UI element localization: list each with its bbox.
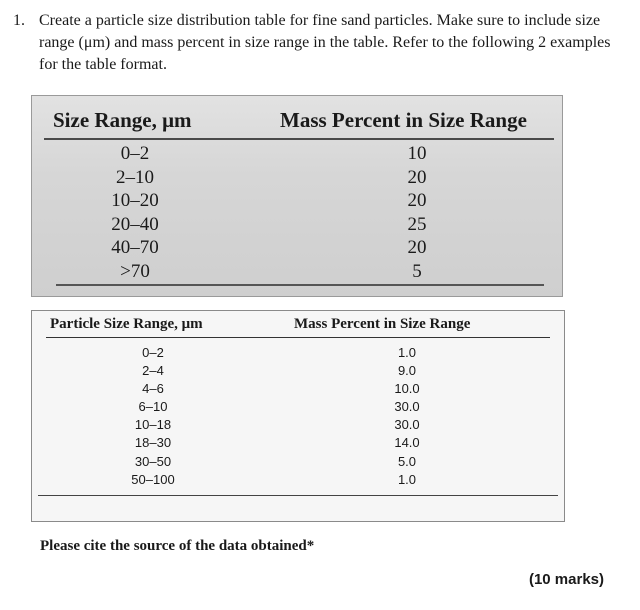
table-row <box>32 260 562 284</box>
size-range-cell: 0–2 <box>120 143 150 164</box>
example-table-1 <box>31 95 563 297</box>
mass-percent-cell: 20 <box>407 166 427 188</box>
question-number: 1. <box>13 12 25 29</box>
size-range-cell: 50–100 <box>131 471 175 487</box>
table-row <box>32 416 564 434</box>
size-range-cell: 18–30 <box>134 435 172 451</box>
table1-header-mass-percent: Mass Percent in Size Range <box>280 108 527 132</box>
table-row <box>32 362 564 380</box>
table-row <box>32 471 564 489</box>
mass-percent-cell: 5.0 <box>397 453 417 469</box>
size-range-cell: 20–40 <box>111 213 159 235</box>
mass-percent-cell: 30.0 <box>394 399 420 415</box>
citation-instruction: Please cite the source of the data obtained* <box>40 538 315 554</box>
table2-header-mass-percent: Mass Percent in Size Range <box>294 316 471 332</box>
size-range-cell: >70 <box>120 260 150 282</box>
table2-body <box>32 344 564 489</box>
size-range-cell: 40–70 <box>111 237 159 259</box>
mass-percent-cell: 1.0 <box>397 471 417 487</box>
example-table-2 <box>31 310 565 522</box>
size-range-cell: 10–20 <box>111 190 159 212</box>
table1-header-row <box>32 108 562 136</box>
mass-percent-cell: 10.0 <box>394 381 420 397</box>
question-text: Create a particle size distribution table for fine sand particles. Make sure to include size range (μm) and mass percent in size range in the table. Refer to the following 2 examples for the table format. <box>39 12 611 73</box>
mass-percent-cell: 14.0 <box>394 435 420 451</box>
mass-percent-cell: 9.0 <box>397 363 417 379</box>
table1-bottom-rule <box>56 284 544 286</box>
size-range-cell: 0–2 <box>142 345 164 360</box>
table1-header-size-range: Size Range, μm <box>53 108 192 132</box>
mass-percent-cell: 20 <box>407 190 427 212</box>
mass-percent-cell: 25 <box>407 213 427 235</box>
table-row <box>32 344 564 362</box>
mass-percent-cell: 1.0 <box>397 345 417 360</box>
size-range-cell: 2–10 <box>116 166 154 188</box>
table-row <box>32 434 564 452</box>
table-row <box>32 142 562 166</box>
table1-body <box>32 142 562 284</box>
size-range-cell: 2–4 <box>142 363 164 379</box>
table-row <box>32 213 562 237</box>
mass-percent-cell: 5 <box>412 260 422 282</box>
table-row <box>32 453 564 471</box>
table-row <box>32 236 562 260</box>
table2-header-size-range: Particle Size Range, μm <box>50 316 203 332</box>
table2-bottom-rule <box>38 495 558 496</box>
size-range-cell: 10–18 <box>134 417 172 433</box>
table-row <box>32 189 562 213</box>
mass-percent-cell: 30.0 <box>394 417 420 433</box>
size-range-cell: 6–10 <box>138 399 168 415</box>
table-row <box>32 380 564 398</box>
size-range-cell: 4–6 <box>142 381 164 397</box>
question-block <box>13 10 623 76</box>
table-row <box>32 398 564 416</box>
mass-percent-cell: 20 <box>407 237 427 259</box>
table-row <box>32 166 562 190</box>
marks-label: (10 marks) <box>528 571 604 588</box>
table1-header-rule <box>44 138 554 140</box>
size-range-cell: 30–50 <box>134 453 172 469</box>
mass-percent-cell: 10 <box>407 143 427 164</box>
table2-header-rule <box>46 337 550 338</box>
